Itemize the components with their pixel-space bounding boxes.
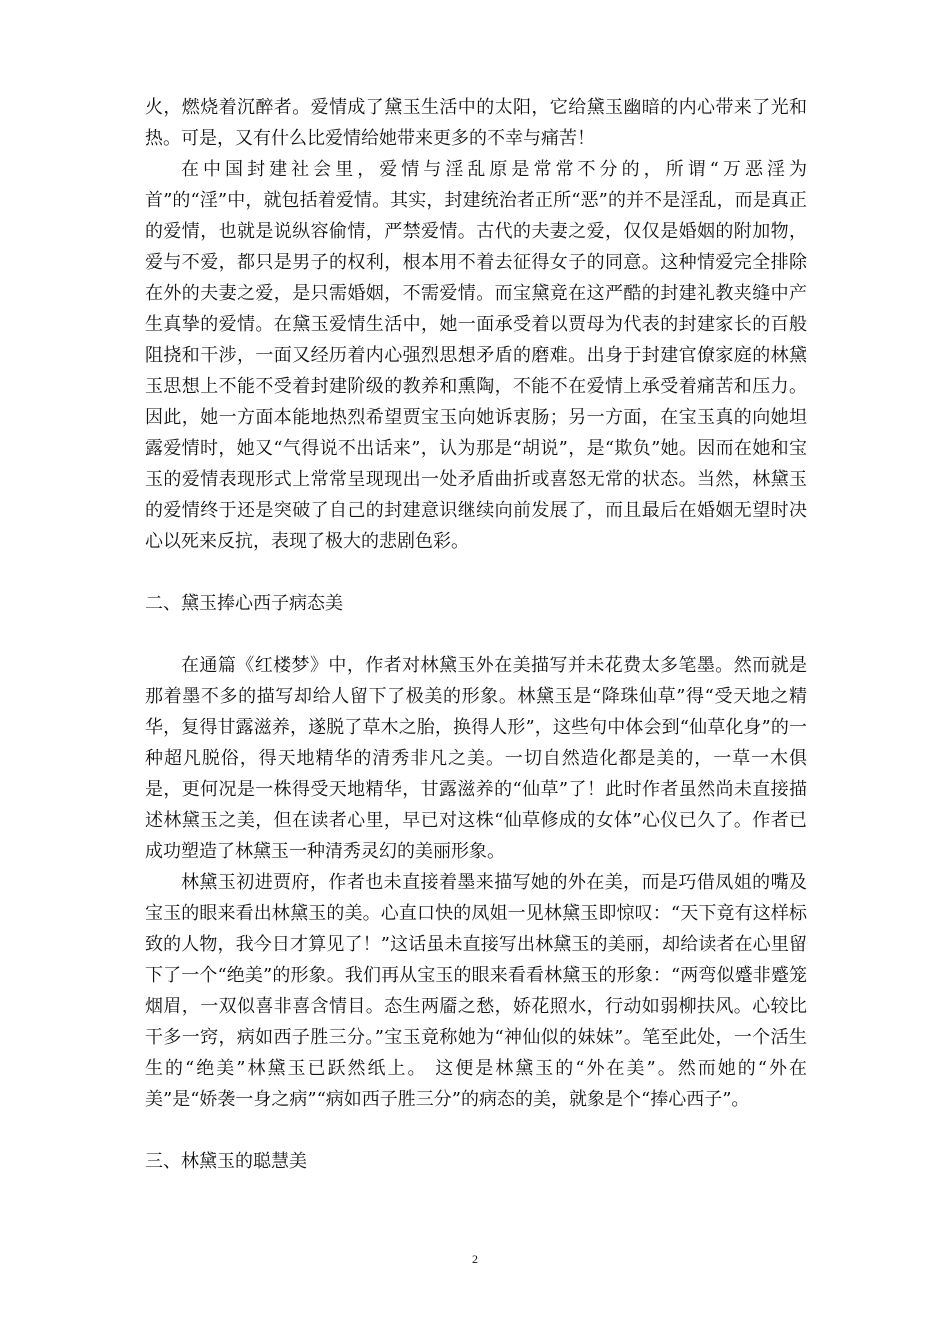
paragraph-continuation: 火，燃烧着沉醉者。爱情成了黛玉生活中的太阳，它给黛玉幽暗的内心带来了光和热。可是，又有什么比爱情给她带来更多的不幸与痛苦！ [145,97,807,149]
section-heading: 三、林黛玉的聪慧美 [145,1151,307,1172]
page-number: 2 [472,1252,478,1266]
paragraph: 林黛玉初进贾府，作者也未直接着墨来描写她的外在美，而是巧借凤姐的嘴及宝玉的眼来看出林黛玉的美。心直口快的凤姐一见林黛玉即惊叹：“天下竟有这样标致的人物，我今日才算见了！”这话虽未直接写出林黛玉的美丽，却给读者在心里留下了一个“绝美”的形象。我们再从宝玉的眼来看看林黛玉的形象：“两弯似蹙非蹙笼烟眉，一双似喜非喜含情目。态生两靥之愁，娇花照水，行动如弱柳扶风。心较比干多一窍，病如西子胜三分。”宝玉竟称她为“神仙似的妹妹”。笔至此处，一个活生生的“绝美”林黛玉已跃然纸上。 这便是林黛玉的“外在美”。然而她的“外在美”是“娇袭一身之病”“病如西子胜三分”的病态的美，就象是个“捧心西子”。 [145,872,807,1110]
document-body [145,92,807,1177]
section-heading: 二、黛玉捧心西子病态美 [145,593,343,614]
paragraph: 在中国封建社会里，爱情与淫乱原是常常不分的，所谓“万恶淫为首”的“淫”中，就包括着爱情。其实，封建统治者正所“恶”的并不是淫乱，而是真正的爱情，也就是说纵容偷情，严禁爱情。古代的夫妻之爱，仅仅是婚姻的附加物，爱与不爱，都只是男子的权利，根本用不着去征得女子的同意。这种情爱完全排除在外的夫妻之爱，是只需婚姻，不需爱情。而宝黛竟在这严酷的封建礼教夹缝中产生真挚的爱情。在黛玉爱情生活中，她一面承受着以贾母为代表的封建家长的百般阻挠和干涉，一面又经历着内心强烈思想矛盾的磨难。出身于封建官僚家庭的林黛玉思想上不能不受着封建阶级的教养和熏陶，不能不在爱情上承受着痛苦和压力。因此，她一方面本能地热烈希望贾宝玉向她诉衷肠；另一方面，在宝玉真的向她坦露爱情时，她又“气得说不出话来”，认为那是“胡说”，是“欺负”她。因而在她和宝玉的爱情表现形式上常常呈现现出一处矛盾曲折或喜怒无常的状态。当然，林黛玉的爱情终于还是突破了自己的封建意识继续向前发展了，而且最后在婚姻无望时决心以死来反抗，表现了极大的悲剧色彩。 [145,159,807,552]
paragraph: 在通篇《红楼梦》中，作者对林黛玉外在美描写并未花费太多笔墨。然而就是那着墨不多的描写却给人留下了极美的形象。林黛玉是“降珠仙草”得“受天地之精华，复得甘露滋养，遂脱了草木之胎，换得人形”，这些句中体会到“仙草化身”的一种超凡脱俗，得天地精华的清秀非凡之美。一切自然造化都是美的，一草一木俱是，更何况是一株得受天地精华，甘露滋养的“仙草”了！此时作者虽然尚未直接描述林黛玉之美，但在读者心里，早已对这株“仙草修成的女体”心仪已久了。作者已成功塑造了林黛玉一种清秀灵幻的美丽形象。 [145,655,807,862]
